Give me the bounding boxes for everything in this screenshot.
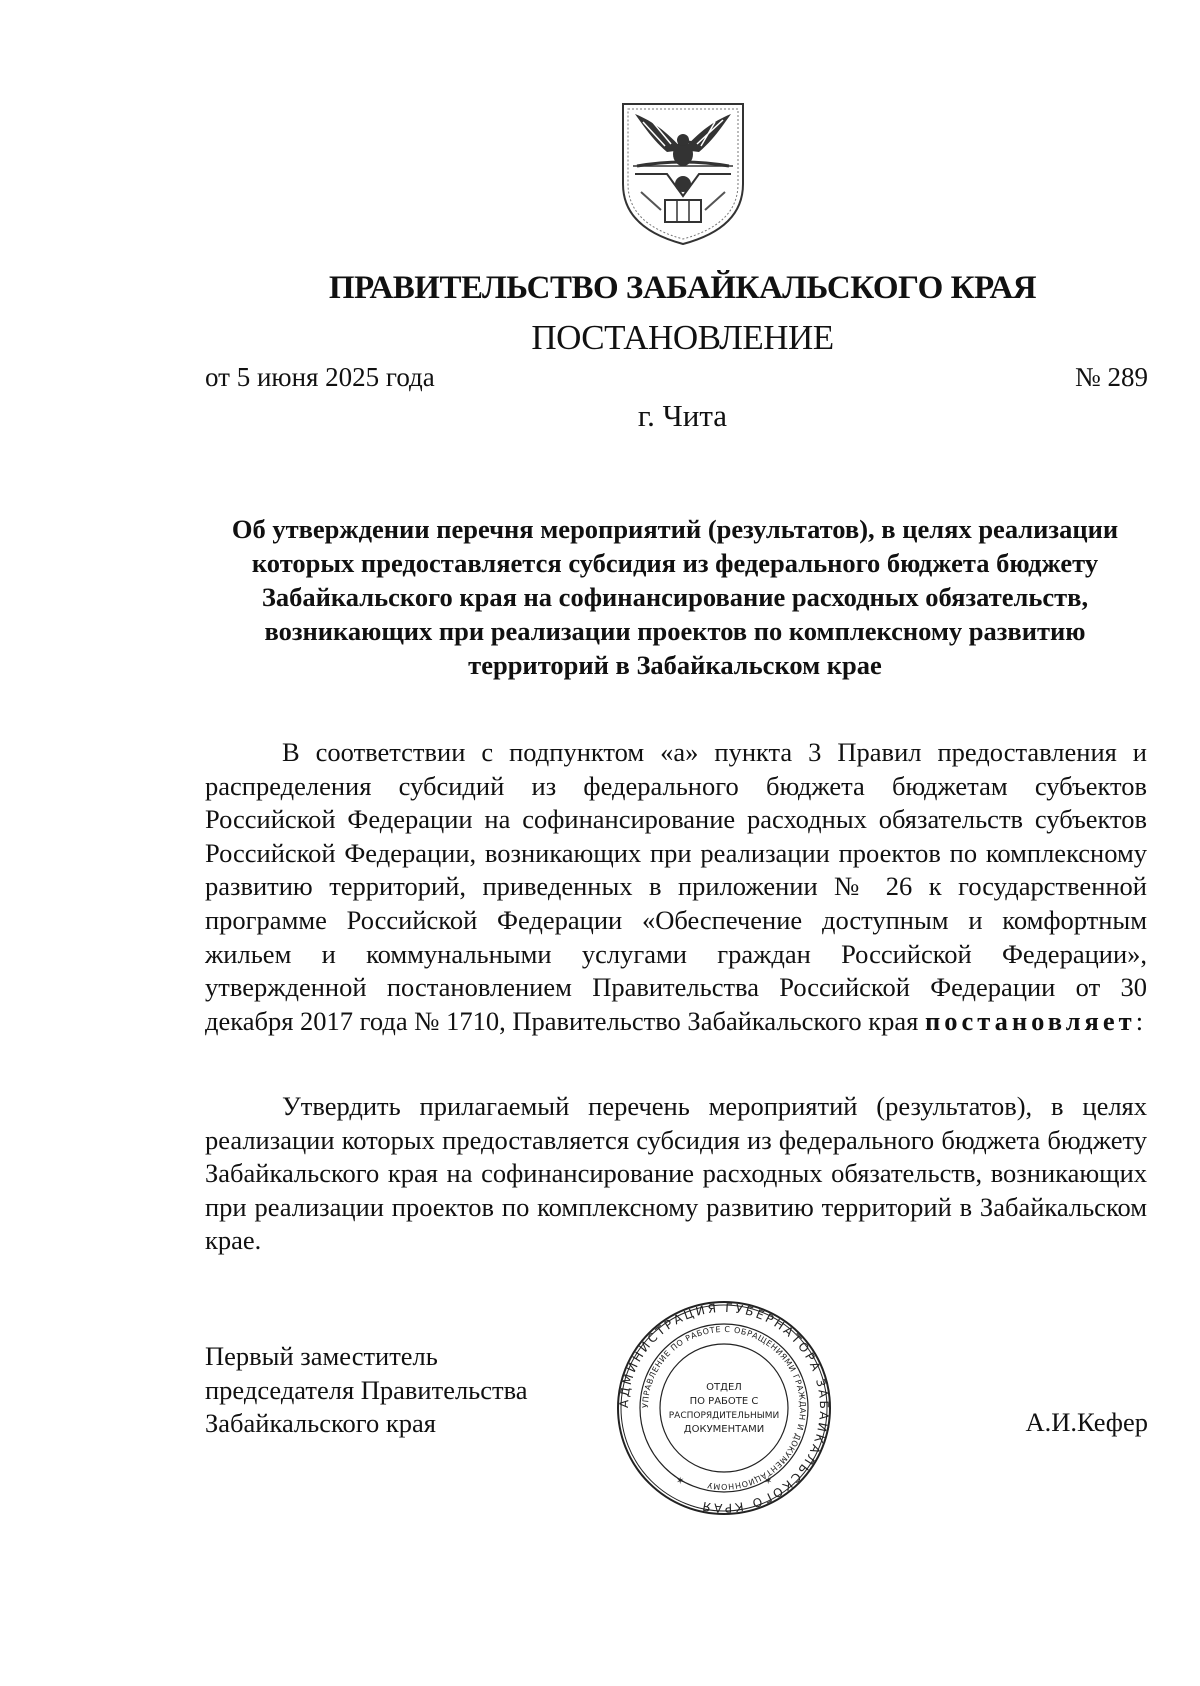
stamp-star-icon: ✶ xyxy=(676,1476,685,1487)
stamp-ring-text: УПРАВЛЕНИЕ ПО РАБОТЕ С ОБРАЩЕНИЯМИ ГРАЖДАН И ДОКУМЕНТАЦИОННОМУ xyxy=(640,1324,808,1492)
signer-position xyxy=(205,1340,528,1441)
document-number: № 289 xyxy=(1074,362,1148,392)
resolution-keyword: постановляет xyxy=(925,1005,1136,1036)
document-city: г. Чита xyxy=(637,398,728,433)
stamp-star-icon: ✶ xyxy=(764,1476,773,1487)
stamp-outer-text: АДМИНИСТРАЦИЯ ГУБЕРНАТОРА ЗАБАЙКАЛЬСКОГО КРАЯ xyxy=(616,1300,832,1516)
stamp-center-line-2: ПО РАБОТЕ С xyxy=(689,1396,759,1407)
government-title: ПРАВИТЕЛЬСТВО ЗАБАЙКАЛЬСКОГО КРАЯ xyxy=(328,270,1037,306)
official-stamp xyxy=(614,1298,834,1518)
body-paragraph-1-end: : xyxy=(1135,1005,1144,1036)
document-type: ПОСТАНОВЛЕНИЕ xyxy=(531,318,834,357)
stamp-center-line-3: РАСПОРЯДИТЕЛЬНЫМИ xyxy=(668,1411,780,1421)
coat-of-arms-emblem xyxy=(615,100,751,248)
svg-text:УПРАВЛЕНИЕ ПО РАБОТЕ С ОБРАЩЕН xyxy=(641,1325,807,1491)
body-paragraph-2: Утвердить прилагаемый перечень мероприятий (результатов), в целях реализации которых предоставляется субсидия из федерального бюджета бюджету Забайкальского края на софинансирование расходных обязательств, возникающих при реализации проектов по комплексному развитию территорий в Забайкальском крае. xyxy=(205,1091,1147,1256)
document-subject: Об утверждении перечня мероприятий (результатов), в целях реализации которых предоставляется субсидия из федерального бюджета бюджету Забайкальского края на софинансирование расходных обязательств, возникающих при реализации проектов по комплексному развитию территорий в Забайкальском крае xyxy=(231,514,1119,680)
body-paragraph-1-text: В соответствии с подпунктом «а» пункта 3 Правил предоставления и распределения субсидий из федерального бюджета бюджетам субъектов Российской Федерации на софинансирование расходных обязательств субъектов Российской Федерации, возникающих при реализации проектов по комплексному развитию территорий, приведенных в приложении № 26 к государственной программе Российской Федерации «Обеспечение доступным и комфортным жильем и коммунальными услугами граждан Российской Федерации», утвержденной постановлением Правительства Российской Федерации от 30 декабря 2017 года № 1710, Правительство Забайкальского края xyxy=(205,737,1147,1036)
signer-line-1: Первый заместитель xyxy=(205,1341,438,1371)
stamp-center-line-4: ДОКУМЕНТАМИ xyxy=(683,1424,765,1435)
signer-name: А.И.Кефер xyxy=(1025,1407,1148,1437)
stamp-center-line-1: ОТДЕЛ xyxy=(706,1382,742,1393)
document-date: от 5 июня 2025 года xyxy=(205,362,435,392)
signer-line-2: председателя Правительства xyxy=(205,1374,528,1405)
body-paragraph-1 xyxy=(205,736,1147,1038)
signer-line-3: Забайкальского края xyxy=(205,1408,436,1439)
